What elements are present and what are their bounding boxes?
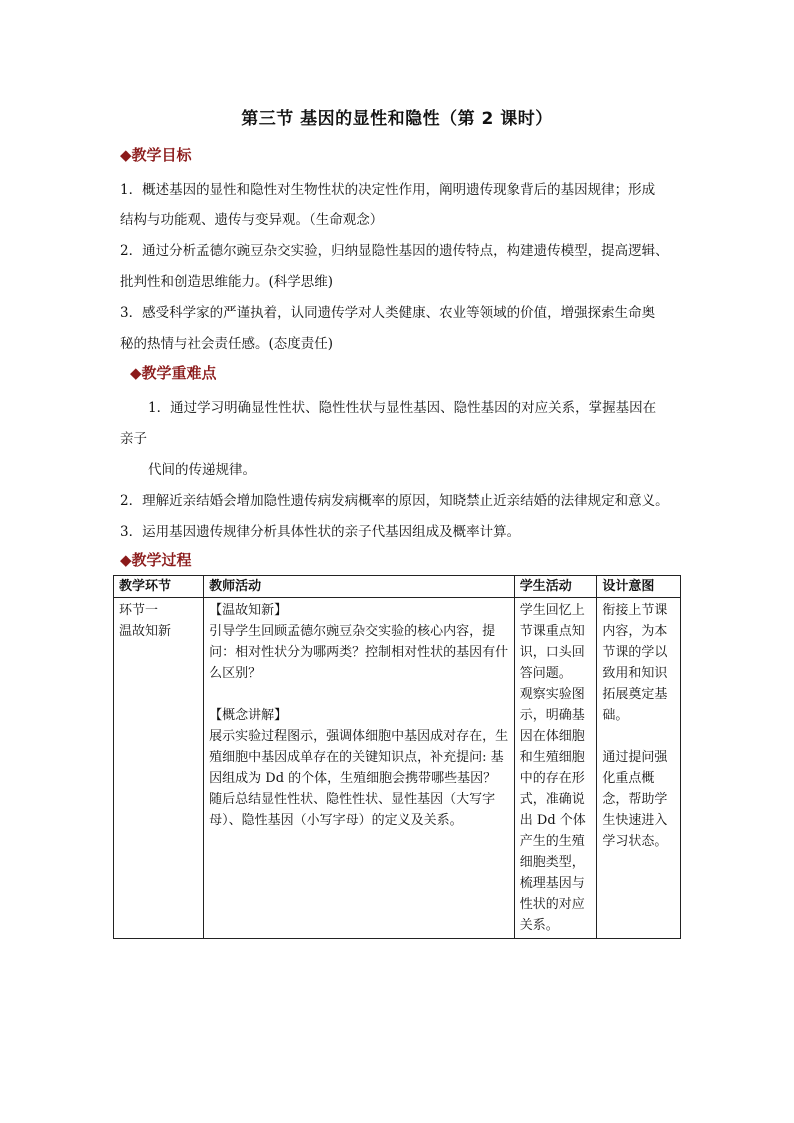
section-heading-objectives: ◆教学目标 xyxy=(120,146,192,164)
header-student-activity: 学生活动 xyxy=(514,576,597,598)
teacher-subheading: 【温故知新】 xyxy=(209,603,288,618)
teaching-process-table xyxy=(113,575,681,939)
header-design-intent: 设计意图 xyxy=(597,576,681,598)
key-point-line: 1．通过学习明确显性性状、隐性性状与显性基因、隐性基因的对应关系，掌握基因在 xyxy=(148,400,657,416)
stage-cell xyxy=(114,598,204,939)
objective-line: 秘的热情与社会责任感。(态度责任) xyxy=(120,336,334,352)
section-heading-process: ◆教学过程 xyxy=(120,551,192,569)
student-text: 学生回忆上节课重点知识，口头回答问题。 xyxy=(519,603,585,681)
key-point-line: 2．理解近亲结婚会增加隐性遗传病发病概率的原因，知晓禁止近亲结婚的法律规定和意义。 xyxy=(120,493,669,509)
objective-line: 2．通过分析孟德尔豌豆杂交实验，归纳显隐性基因的遗传特点，构建遗传模型，提高逻辑、 xyxy=(120,243,669,259)
intent-text: 通过提问强化重点概念，帮助学生快速进入学习状态。 xyxy=(602,750,668,849)
objective-line: 1．概述基因的显性和隐性对生物性状的决定性作用，阐明遗传现象背后的基因规律；形成 xyxy=(120,182,656,198)
key-point-line: 代间的传递规律。 xyxy=(148,462,256,478)
table-row xyxy=(114,598,681,939)
header-teacher-activity: 教师活动 xyxy=(204,576,515,598)
student-activity-cell xyxy=(514,598,597,939)
table-header-row xyxy=(114,576,681,598)
student-text: 观察实验图示，明确基因在体细胞和生殖细胞中的存在形式，准确说出 Dd 个体产生的生殖细胞类型，梳理基因与性状的对应关系。 xyxy=(519,687,586,933)
teacher-text: 引导学生回顾孟德尔豌豆杂交实验的核心内容，提问：相对性状分为哪两类？控制相对性状的基因有什么区别？ xyxy=(209,624,509,681)
key-point-line: 3．运用基因遗传规律分析具体性状的亲子代基因组成及概率计算。 xyxy=(120,524,521,540)
teacher-text: 展示实验过程图示，强调体细胞中基因成对存在，生殖细胞中基因成单存在的关键知识点，补充提问: 基因组成为 Dd 的个体，生殖细胞会携带哪些基因？随后总结显性性状、隐性性状、显性基因（大写字母）、隐性基因（小写字母）的定义及关系。 xyxy=(209,729,509,828)
page-title: 第三节 基因的显性和隐性（第 2 课时） xyxy=(241,109,553,129)
intent-text: 衔接上节课内容，为本节课的学以致用和知识拓展奠定基础。 xyxy=(602,603,668,723)
teacher-subheading: 【概念讲解】 xyxy=(209,708,288,723)
teacher-activity-cell xyxy=(204,598,515,939)
section-heading-key-points: ◆教学重难点 xyxy=(130,364,217,382)
key-point-line: 亲子 xyxy=(120,431,147,447)
stage-label: 环节一 温故知新 xyxy=(119,603,172,639)
design-intent-cell xyxy=(597,598,681,939)
objective-line: 结构与功能观、遗传与变异观。（生命观念） xyxy=(120,212,384,228)
objective-line: 批判性和创造思维能力。(科学思维) xyxy=(120,274,334,290)
objective-line: 3．感受科学家的严谨执着，认同遗传学对人类健康、农业等领域的价值，增强探索生命奥 xyxy=(120,305,656,321)
header-stage: 教学环节 xyxy=(114,576,204,598)
